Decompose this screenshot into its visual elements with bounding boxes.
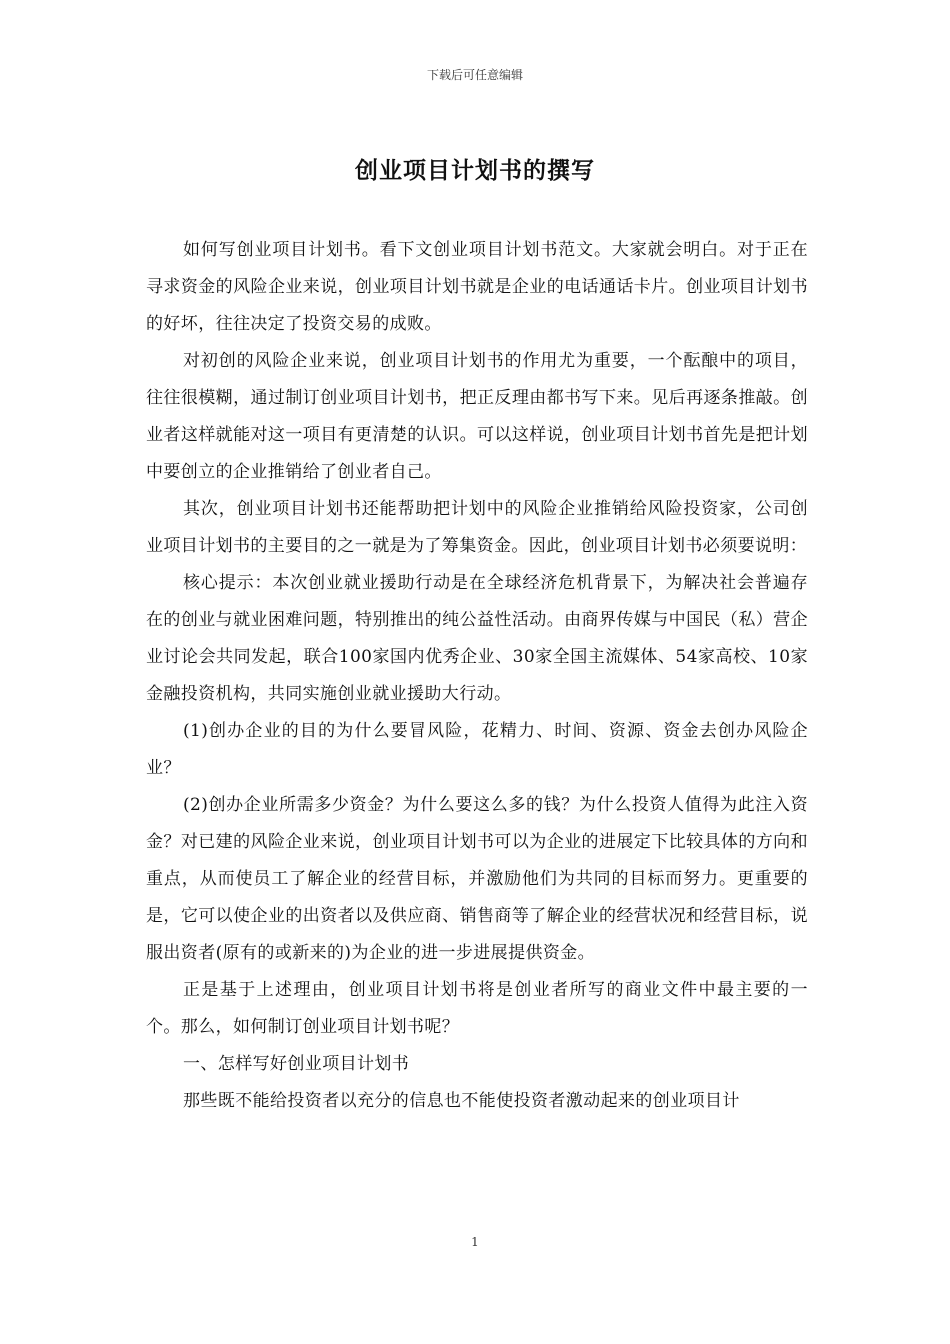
paragraph-core-tip: 核心提示：本次创业就业援助行动是在全球经济危机背景下，为解决社会普遍存在的创业与就业困难问题，特别推出的纯公益性活动。由商界传媒与中国民（私）营企业讨论会共同发起，联合100家国内优秀企业、30家全国主流媒体、54家高校、10家金融投资机构，共同实施创业就业援助大行动。: [146, 573, 808, 704]
paragraph-conclusion: 正是基于上述理由，创业项目计划书将是创业者所写的商业文件中最主要的一个。那么，如何制订创业项目计划书呢？: [146, 980, 808, 1037]
paragraph-intro: 如何写创业项目计划书。看下文创业项目计划书范文。大家就会明白。对于正在寻求资金的风险企业来说，创业项目计划书就是企业的电话通话卡片。创业项目计划书的好坏，往往决定了投资交易的成败。: [146, 240, 808, 334]
document-title: 创业项目计划书的撰写: [355, 157, 595, 184]
paragraph-investor-role: 其次，创业项目计划书还能帮助把计划中的风险企业推销给风险投资家，公司创业项目计划书的主要目的之一就是为了筹集资金。因此，创业项目计划书必须要说明：: [146, 499, 808, 556]
paragraph-startup-role: 对初创的风险企业来说，创业项目计划书的作用尤为重要，一个酝酿中的项目，往往很模糊，通过制订创业项目计划书，把正反理由都书写下来。见后再逐条推敲。创业者这样就能对这一项目有更清楚的认识。可以这样说，创业项目计划书首先是把计划中要创立的企业推销给了创业者自己。: [146, 351, 808, 482]
document-body: [146, 232, 808, 1120]
page-number: 1: [471, 1235, 479, 1249]
paragraph-question-2: (2)创办企业所需多少资金？为什么要这么多的钱？为什么投资人值得为此注入资金？对已建的风险企业来说，创业项目计划书可以为企业的进展定下比较具体的方向和重点，从而使员工了解企业的经营目标，并激励他们为共同的目标而努力。更重要的是，它可以使企业的出资者以及供应商、销售商等了解企业的经营状况和经营目标，说服出资者(原有的或新来的)为企业的进一步进展提供资金。: [146, 795, 808, 963]
paragraph-question-1: (1)创办企业的目的为什么要冒风险，花精力、时间、资源、资金去创办风险企业？: [146, 721, 808, 778]
header-note: 下载后可任意编辑: [426, 68, 523, 82]
paragraph-section-1-start: 那些既不能给投资者以充分的信息也不能使投资者激动起来的创业项目计: [183, 1091, 740, 1111]
section-heading-1: 一、怎样写好创业项目计划书: [183, 1054, 410, 1074]
